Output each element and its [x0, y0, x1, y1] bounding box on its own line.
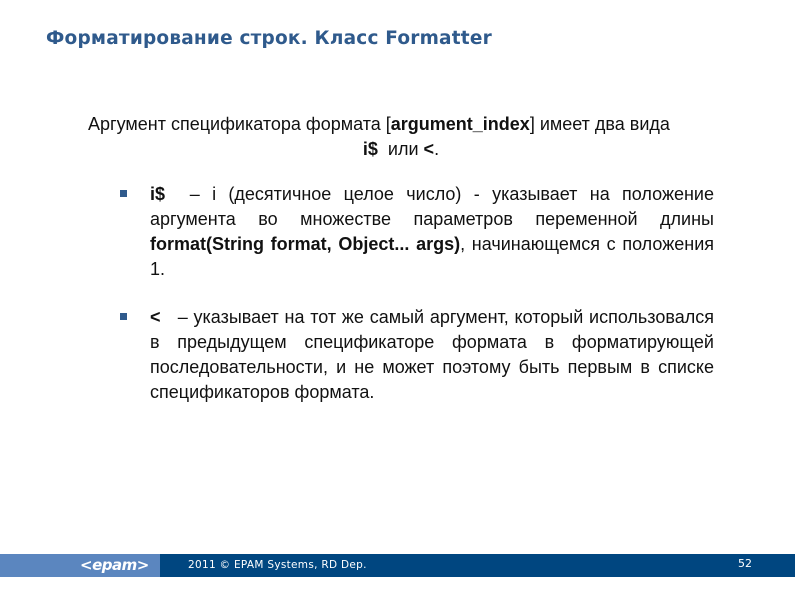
page-number: 52: [738, 557, 752, 570]
epam-logo: <epam>: [80, 556, 149, 574]
footer-bar: [0, 554, 795, 577]
slide-content: [88, 112, 720, 428]
form-less-than: <: [423, 139, 435, 159]
square-bullet-icon: [120, 190, 127, 197]
footer-copyright: 2011 © EPAM Systems, RD Dep.: [188, 559, 367, 571]
footer-logo-area: [0, 554, 160, 577]
bullet-code: format(String format, Object... args): [150, 234, 461, 254]
square-bullet-icon: [120, 313, 127, 320]
bullet-lead: <: [150, 307, 161, 327]
bullet-item-i-dollar: [88, 182, 720, 282]
forms-or: или: [377, 139, 424, 159]
bullet-text-end: , начинающемся с положения 1.: [150, 234, 714, 279]
bullet-lead: i$: [150, 184, 166, 204]
form-i-dollar: i$: [362, 139, 378, 159]
bullet-item-less-than: [88, 305, 720, 405]
bullet-list: [88, 182, 720, 405]
intro-paragraph: [88, 112, 714, 137]
intro-text: Аргумент спецификатора формата [: [88, 114, 391, 134]
bullet-text: – i (десятичное целое число) - указывает на положение аргумента во множестве параметров переменной длины: [150, 184, 720, 229]
slide-title: Форматирование строк. Класс Formatter: [46, 28, 492, 49]
intro-text-end: ] имеет два вида: [529, 114, 670, 134]
forms-line: [88, 137, 714, 162]
forms-period: .: [434, 139, 440, 159]
bullet-text: – указывает на тот же самый аргумент, который использовался в предыдущем спецификаторе формата в форматирующей последовательности, и не может поэтому быть первым в списке спецификаторов формата.: [150, 307, 720, 402]
intro-bold-term: argument_index: [390, 114, 530, 134]
